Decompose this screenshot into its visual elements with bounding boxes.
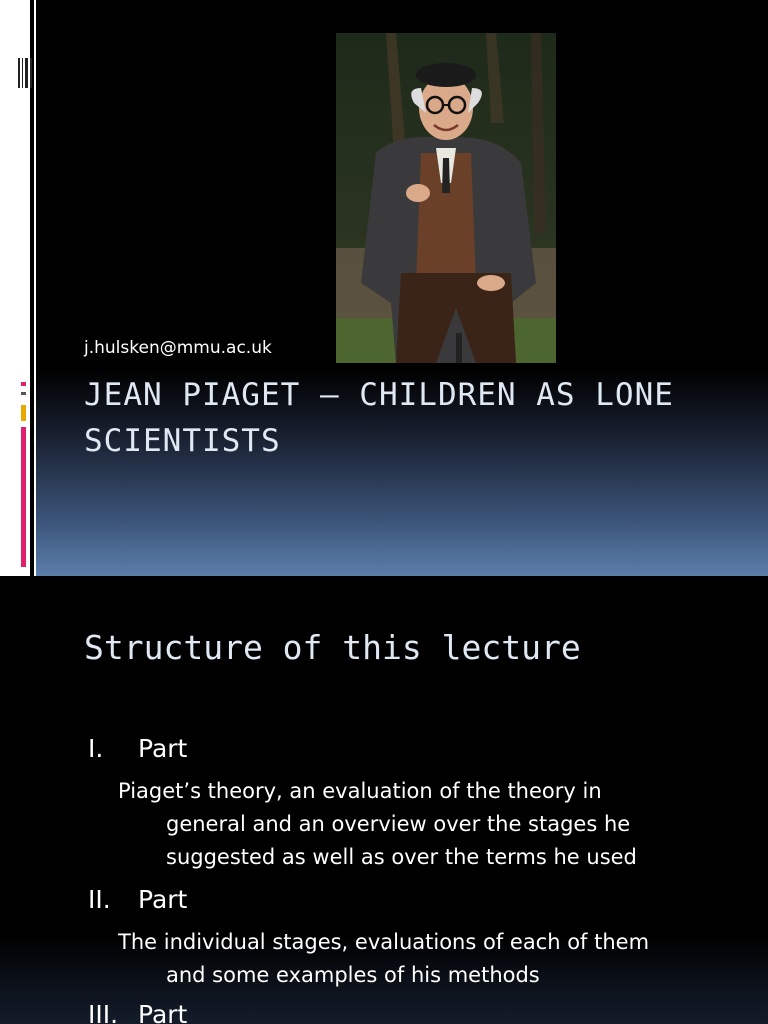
barcode-decoration [18, 58, 32, 88]
left-decoration-strip [0, 0, 36, 576]
slide-title-line-2: SCIENTISTS [84, 423, 281, 459]
part-1-label: Part [138, 734, 188, 763]
part-1-description [118, 775, 718, 874]
part-3-label: Part [138, 1000, 188, 1024]
part-2-heading [88, 885, 187, 914]
part-3-heading [88, 1000, 187, 1024]
portrait-photo [336, 33, 556, 363]
structure-title: Structure of this lecture [84, 628, 581, 667]
part-2-description [118, 926, 718, 992]
accent-pink-dash [21, 382, 26, 386]
part-1-desc-line-1: Piaget’s theory, an evaluation of the theory in [118, 779, 602, 803]
accent-gold-bar [21, 405, 26, 421]
structure-slide [0, 576, 768, 1024]
part-2-desc-line-1: The individual stages, evaluations of each of them [118, 930, 650, 954]
part-1-numeral: I. [88, 734, 104, 763]
part-1-heading [88, 734, 187, 763]
slide-title-line-1: JEAN PIAGET – CHILDREN AS LONE [84, 377, 674, 413]
accent-gray-dash [21, 392, 26, 395]
part-3-numeral: III. [88, 1000, 119, 1024]
part-2-desc-line-2: and some examples of his methods [166, 963, 540, 987]
part-2-label: Part [138, 885, 188, 914]
part-1-desc-line-3: suggested as well as over the terms he used [166, 845, 637, 869]
part-2-numeral: II. [88, 885, 111, 914]
part-1-desc-line-2: general and an overview over the stages he [166, 812, 631, 836]
accent-pink-bar [21, 427, 26, 567]
author-email: j.hulsken@mmu.ac.uk [84, 338, 272, 358]
slide-title [84, 372, 744, 464]
